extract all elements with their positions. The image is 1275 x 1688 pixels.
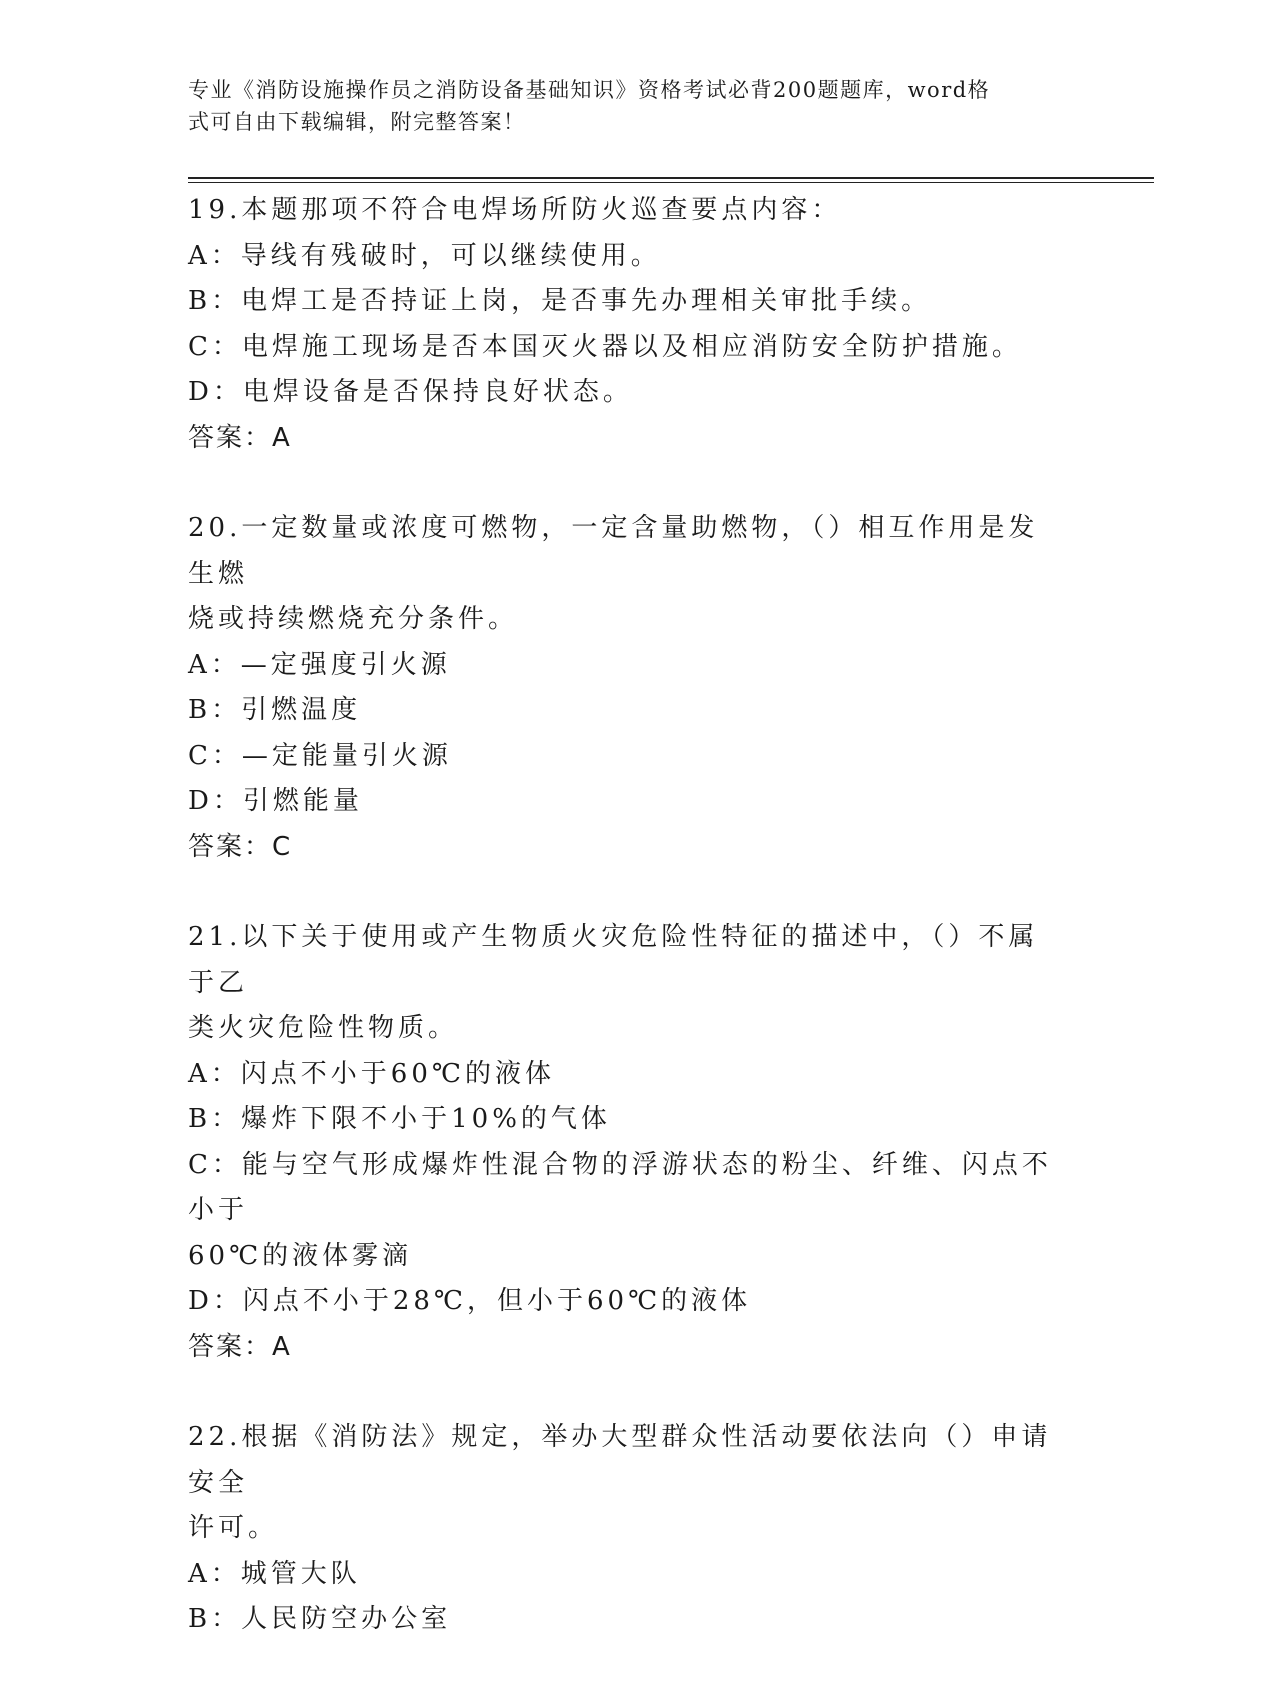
header-line: 式可自由下载编辑，附完整答案！ [188,110,526,134]
question-stem: 19.本题那项不符合电焊场所防火巡查要点内容： [188,195,842,225]
option-a: A：导线有残破时，可以继续使用。 [188,240,661,271]
answer: 答案：A [188,422,292,453]
question-19 [188,188,1068,461]
option-c: C：—定能量引火源 [188,740,452,771]
question-20 [188,506,1068,870]
answer: 答案：A [188,1331,292,1362]
question-stem: 21.以下关于使用或产生物质火灾危险性特征的描述中，（）不属于乙 [188,922,1039,998]
option-a: A：城管大队 [188,1558,361,1589]
header-line: 专业《消防设施操作员之消防设备基础知识》资格考试必背200题题库，word格 [188,78,991,102]
document-header [188,74,1068,138]
option-b: B：爆炸下限不小于10%的气体 [188,1104,611,1134]
question-21 [188,915,1068,1370]
option-b: B：电焊工是否持证上岗，是否事先办理相关审批手续。 [188,286,932,316]
option-a: A：—定强度引火源 [188,649,451,680]
question-stem: 20.一定数量或浓度可燃物，一定含量助燃物，（）相互作用是发生燃 [188,513,1039,589]
answer: 答案：C [188,831,293,862]
question-stem-cont: 类火灾危险性物质。 [188,1013,459,1043]
question-stem-cont: 烧或持续燃烧充分条件。 [188,604,519,634]
option-b: B：引燃温度 [188,695,362,725]
option-c-cont: 60℃的液体雾滴 [188,1240,413,1271]
question-22 [188,1415,1068,1643]
header-divider-thin [188,182,1154,183]
question-stem: 22.根据《消防法》规定，举办大型群众性活动要依法向（）申请安全 [188,1422,1052,1498]
question-list [188,188,1068,1688]
question-stem-cont: 许可。 [188,1513,279,1543]
option-a: A：闪点不小于60℃的液体 [188,1058,555,1089]
option-d: D：闪点不小于28℃，但小于60℃的液体 [188,1286,752,1316]
option-d: D：引燃能量 [188,786,363,816]
header-divider [188,177,1154,179]
option-d: D：电焊设备是否保持良好状态。 [188,377,633,407]
option-c: C：电焊施工现场是否本国灭火器以及相应消防安全防护措施。 [188,331,1022,362]
option-b: B：人民防空办公室 [188,1604,452,1634]
option-c: C：能与空气形成爆炸性混合物的浮游状态的粉尘、纤维、闪点不小于 [188,1149,1052,1225]
